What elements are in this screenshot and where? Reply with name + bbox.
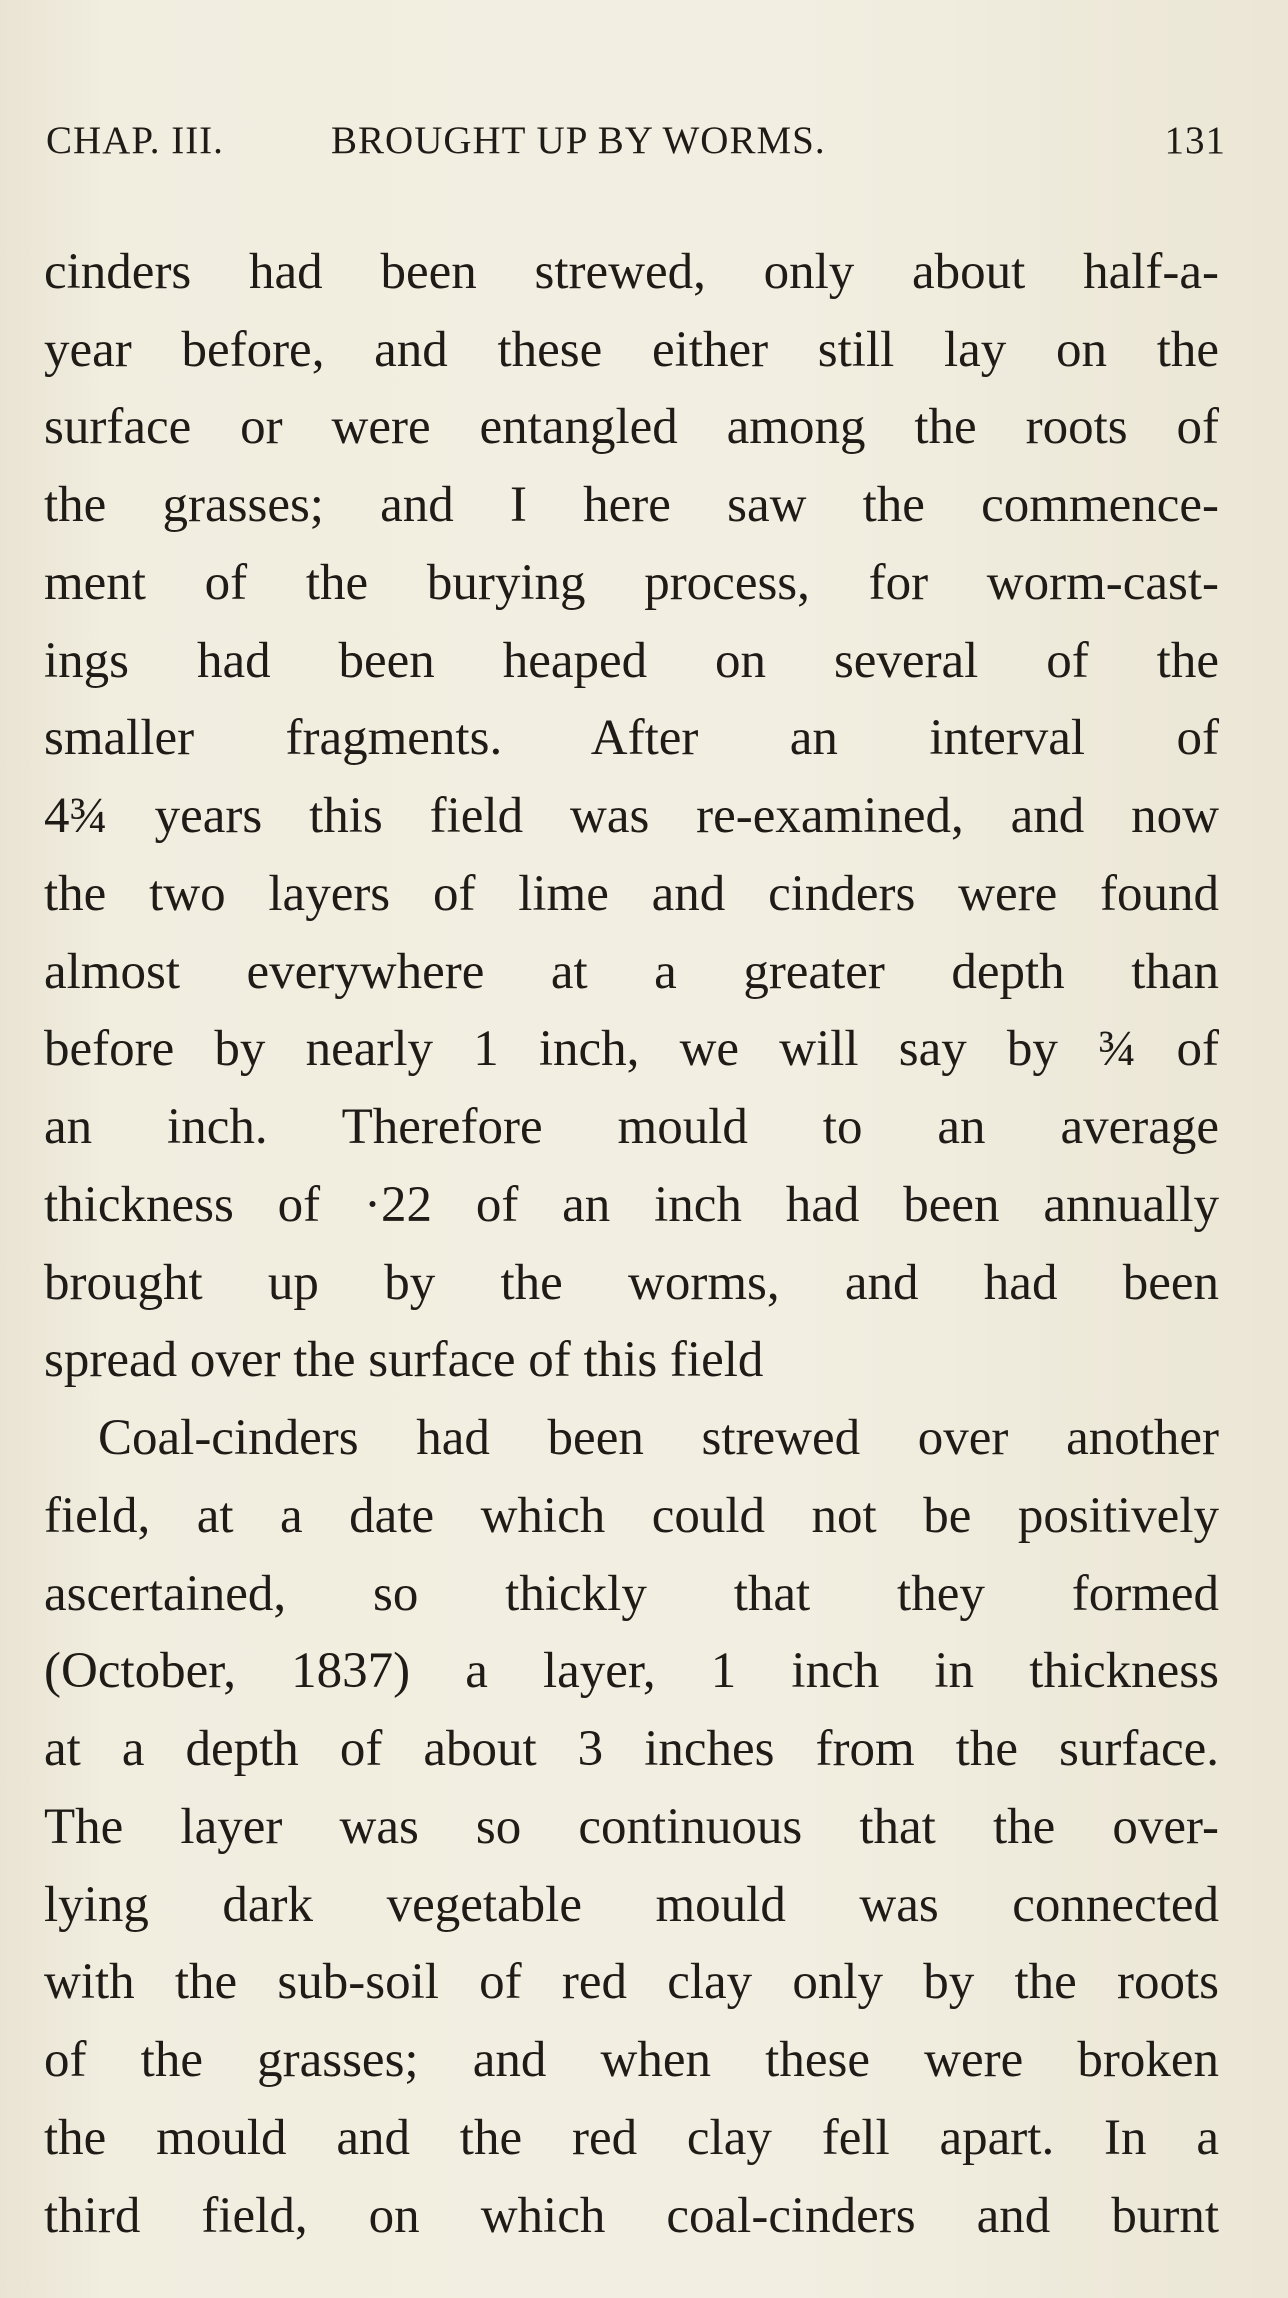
text-line: spread over the surface of this field — [44, 1332, 764, 1388]
running-title: BROUGHT UP BY WORMS. — [331, 119, 826, 162]
text-line: ment of the burying process, for worm-cast- — [44, 555, 1219, 611]
text-line: field, at a date which could not be positively — [44, 1488, 1219, 1544]
text-line: before by nearly 1 inch, we will say by ¾ of — [44, 1021, 1219, 1077]
text-line: almost everywhere at a greater depth than — [44, 944, 1219, 1000]
text-line: cinders had been strewed, only about half-a- — [44, 244, 1219, 300]
running-header — [46, 118, 1226, 178]
text-line: third field, on which coal-cinders and burnt — [44, 2188, 1219, 2244]
text-line: of the grasses; and when these were broken — [44, 2032, 1219, 2088]
text-line: the grasses; and I here saw the commence- — [44, 477, 1219, 533]
text-line: lying dark vegetable mould was connected — [44, 1877, 1219, 1933]
text-line: brought up by the worms, and had been — [44, 1255, 1219, 1311]
text-line: at a depth of about 3 inches from the surface. — [44, 1721, 1219, 1777]
text-line: (October, 1837) a layer, 1 inch in thickness — [44, 1643, 1219, 1699]
text-line: the two layers of lime and cinders were found — [44, 866, 1219, 922]
text-line: ings had been heaped on several of the — [44, 633, 1219, 689]
text-line: with the sub-soil of red clay only by the roots — [44, 1954, 1219, 2010]
text-line: an inch. Therefore mould to an average — [44, 1099, 1219, 1155]
text-line: smaller fragments. After an interval of — [44, 710, 1219, 766]
text-line: ascertained, so thickly that they formed — [44, 1566, 1219, 1622]
text-line: the mould and the red clay fell apart. In a — [44, 2110, 1219, 2166]
chapter-label: CHAP. III. — [46, 119, 224, 162]
text-line: surface or were entangled among the roots of — [44, 399, 1219, 455]
text-line: thickness of ·22 of an inch had been annually — [44, 1177, 1219, 1233]
text-line: year before, and these either still lay on the — [44, 322, 1219, 378]
page-number: 131 — [1164, 119, 1226, 162]
text-line: The layer was so continuous that the over- — [44, 1799, 1219, 1855]
text-line: Coal-cinders had been strewed over another — [98, 1410, 1219, 1466]
text-line: 4¾ years this field was re-examined, and now — [44, 788, 1219, 844]
